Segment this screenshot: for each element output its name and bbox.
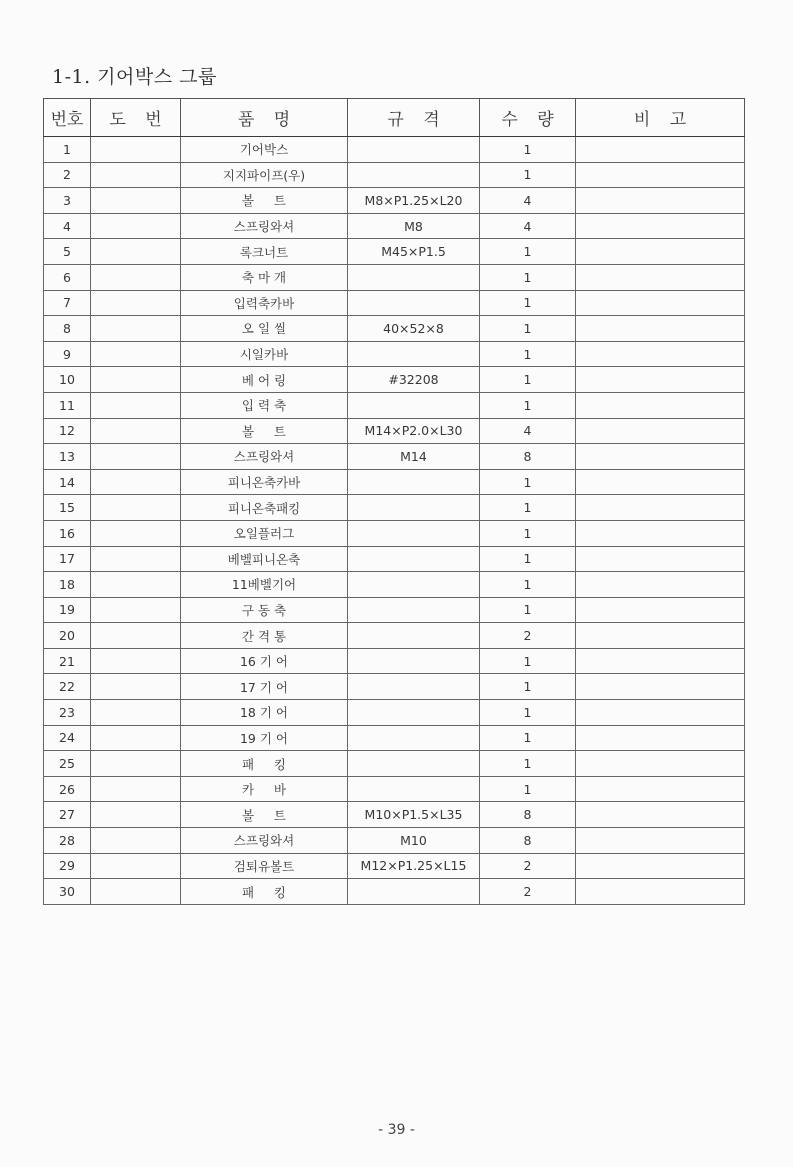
header-drawing: 도 번 [91,99,181,137]
cell-qty: 1 [480,674,576,700]
parts-table [43,98,745,905]
cell-note [576,751,745,777]
cell-note [576,802,745,828]
cell-no: 17 [44,546,91,572]
cell-qty: 1 [480,341,576,367]
cell-spec [348,392,480,418]
cell-note [576,776,745,802]
cell-note [576,725,745,751]
cell-drawing [91,802,181,828]
cell-name: 피니온축패킹 [181,495,348,521]
cell-note [576,264,745,290]
cell-name: 오일플러그 [181,520,348,546]
cell-note [576,188,745,214]
cell-qty: 1 [480,239,576,265]
table-row [44,444,745,470]
cell-drawing [91,853,181,879]
cell-spec: #32208 [348,367,480,393]
cell-drawing [91,572,181,598]
cell-spec: M12×P1.25×L15 [348,853,480,879]
table-row [44,188,745,214]
header-spec: 규 격 [348,99,480,137]
cell-no: 25 [44,751,91,777]
cell-drawing [91,392,181,418]
cell-spec [348,137,480,163]
cell-note [576,444,745,470]
cell-name: 스프링와셔 [181,828,348,854]
cell-note [576,162,745,188]
cell-no: 7 [44,290,91,316]
cell-note [576,572,745,598]
cell-spec: M8 [348,213,480,239]
cell-note [576,137,745,163]
cell-qty: 1 [480,264,576,290]
table-row [44,802,745,828]
table-row [44,137,745,163]
cell-spec [348,341,480,367]
cell-drawing [91,213,181,239]
cell-drawing [91,597,181,623]
cell-no: 20 [44,623,91,649]
cell-qty: 4 [480,418,576,444]
cell-name: 오 일 씰 [181,316,348,342]
cell-drawing [91,725,181,751]
cell-no: 10 [44,367,91,393]
cell-qty: 1 [480,392,576,418]
table-row [44,367,745,393]
cell-note [576,316,745,342]
table-row [44,316,745,342]
cell-no: 22 [44,674,91,700]
cell-spec [348,520,480,546]
cell-note [576,290,745,316]
cell-spec [348,264,480,290]
cell-no: 8 [44,316,91,342]
cell-drawing [91,546,181,572]
cell-name: 18 기 어 [181,700,348,726]
cell-spec: M14×P2.0×L30 [348,418,480,444]
cell-no: 24 [44,725,91,751]
table-row [44,239,745,265]
cell-qty: 1 [480,572,576,598]
cell-drawing [91,418,181,444]
header-note: 비 고 [576,99,745,137]
cell-qty: 8 [480,802,576,828]
cell-name: 피니온축카바 [181,469,348,495]
cell-name: 입력축카바 [181,290,348,316]
cell-name: 지지파이프(우) [181,162,348,188]
table-body [44,137,745,905]
cell-qty: 1 [480,776,576,802]
cell-drawing [91,264,181,290]
table-row [44,520,745,546]
cell-drawing [91,316,181,342]
cell-drawing [91,828,181,854]
cell-name: 베 어 링 [181,367,348,393]
cell-no: 9 [44,341,91,367]
cell-qty: 2 [480,623,576,649]
cell-spec: 40×52×8 [348,316,480,342]
cell-spec: M10×P1.5×L35 [348,802,480,828]
cell-no: 5 [44,239,91,265]
cell-spec [348,776,480,802]
cell-qty: 4 [480,213,576,239]
cell-qty: 1 [480,290,576,316]
cell-note [576,648,745,674]
table-row [44,751,745,777]
header-qty: 수 량 [480,99,576,137]
cell-note [576,495,745,521]
cell-spec [348,290,480,316]
cell-drawing [91,623,181,649]
header-row [44,99,745,137]
cell-note [576,392,745,418]
cell-name: 볼 트 [181,188,348,214]
cell-drawing [91,367,181,393]
cell-spec: M45×P1.5 [348,239,480,265]
cell-qty: 1 [480,597,576,623]
table-row [44,648,745,674]
cell-no: 19 [44,597,91,623]
cell-no: 28 [44,828,91,854]
table-row [44,674,745,700]
cell-spec [348,546,480,572]
cell-qty: 1 [480,162,576,188]
cell-name: 19 기 어 [181,725,348,751]
cell-qty: 8 [480,444,576,470]
cell-spec [348,751,480,777]
table-row [44,469,745,495]
cell-qty: 1 [480,546,576,572]
cell-no: 1 [44,137,91,163]
table-row [44,776,745,802]
cell-spec [348,879,480,905]
cell-no: 4 [44,213,91,239]
cell-drawing [91,188,181,214]
cell-spec [348,725,480,751]
cell-name: 검퇴유볼트 [181,853,348,879]
cell-name: 11베벨기어 [181,572,348,598]
table-row [44,828,745,854]
cell-no: 15 [44,495,91,521]
cell-qty: 1 [480,751,576,777]
cell-qty: 1 [480,469,576,495]
cell-drawing [91,520,181,546]
cell-no: 30 [44,879,91,905]
cell-spec: M8×P1.25×L20 [348,188,480,214]
table-row [44,623,745,649]
cell-drawing [91,137,181,163]
cell-note [576,341,745,367]
table-row [44,700,745,726]
cell-spec: M10 [348,828,480,854]
cell-qty: 4 [480,188,576,214]
cell-no: 27 [44,802,91,828]
cell-qty: 1 [480,137,576,163]
cell-note [576,879,745,905]
table-row [44,597,745,623]
cell-spec [348,597,480,623]
cell-no: 13 [44,444,91,470]
cell-name: 구 동 축 [181,597,348,623]
table-row [44,495,745,521]
cell-note [576,597,745,623]
cell-qty: 2 [480,879,576,905]
cell-drawing [91,776,181,802]
cell-note [576,239,745,265]
cell-spec [348,674,480,700]
cell-no: 3 [44,188,91,214]
cell-spec [348,162,480,188]
cell-qty: 1 [480,725,576,751]
cell-name: 입 력 축 [181,392,348,418]
cell-drawing [91,239,181,265]
cell-name: 축 마 개 [181,264,348,290]
table-row [44,546,745,572]
cell-note [576,546,745,572]
cell-no: 2 [44,162,91,188]
cell-drawing [91,648,181,674]
cell-drawing [91,879,181,905]
cell-note [576,418,745,444]
table-row [44,725,745,751]
table-row [44,341,745,367]
cell-spec [348,700,480,726]
cell-no: 21 [44,648,91,674]
cell-qty: 1 [480,316,576,342]
cell-name: 17 기 어 [181,674,348,700]
cell-name: 볼 트 [181,802,348,828]
table-row [44,264,745,290]
cell-qty: 1 [480,367,576,393]
header-no: 번호 [44,99,91,137]
cell-note [576,367,745,393]
cell-name: 패 킹 [181,751,348,777]
cell-drawing [91,341,181,367]
cell-drawing [91,444,181,470]
cell-drawing [91,751,181,777]
cell-spec [348,572,480,598]
cell-note [576,828,745,854]
cell-note [576,674,745,700]
cell-no: 29 [44,853,91,879]
cell-no: 16 [44,520,91,546]
cell-qty: 1 [480,495,576,521]
cell-no: 26 [44,776,91,802]
cell-no: 11 [44,392,91,418]
cell-note [576,469,745,495]
cell-no: 23 [44,700,91,726]
table-row [44,290,745,316]
page-number: - 39 - [378,1122,415,1138]
cell-name: 베벨피니온축 [181,546,348,572]
cell-qty: 1 [480,648,576,674]
table-row [44,418,745,444]
cell-qty: 8 [480,828,576,854]
cell-spec [348,495,480,521]
cell-name: 시일카바 [181,341,348,367]
cell-name: 스프링와셔 [181,213,348,239]
table-header [44,99,745,137]
cell-qty: 1 [480,520,576,546]
cell-note [576,520,745,546]
cell-qty: 1 [480,700,576,726]
cell-name: 간 격 통 [181,623,348,649]
table-row [44,853,745,879]
cell-name: 패 킹 [181,879,348,905]
cell-drawing [91,162,181,188]
cell-name: 16 기 어 [181,648,348,674]
cell-note [576,623,745,649]
cell-name: 볼 트 [181,418,348,444]
cell-spec [348,623,480,649]
page-title: 1-1. 기어박스 그룹 [52,66,217,88]
cell-note [576,700,745,726]
table-row [44,392,745,418]
cell-drawing [91,495,181,521]
cell-drawing [91,290,181,316]
cell-spec: M14 [348,444,480,470]
cell-name: 카 바 [181,776,348,802]
table-row [44,572,745,598]
cell-qty: 2 [480,853,576,879]
cell-name: 스프링와셔 [181,444,348,470]
cell-note [576,853,745,879]
table-row [44,162,745,188]
cell-drawing [91,469,181,495]
cell-no: 18 [44,572,91,598]
cell-note [576,213,745,239]
cell-no: 12 [44,418,91,444]
cell-no: 14 [44,469,91,495]
cell-name: 기어박스 [181,137,348,163]
table-row [44,213,745,239]
table-row [44,879,745,905]
header-name: 품 명 [181,99,348,137]
cell-no: 6 [44,264,91,290]
cell-spec [348,648,480,674]
cell-name: 록크너트 [181,239,348,265]
cell-spec [348,469,480,495]
cell-drawing [91,674,181,700]
cell-drawing [91,700,181,726]
